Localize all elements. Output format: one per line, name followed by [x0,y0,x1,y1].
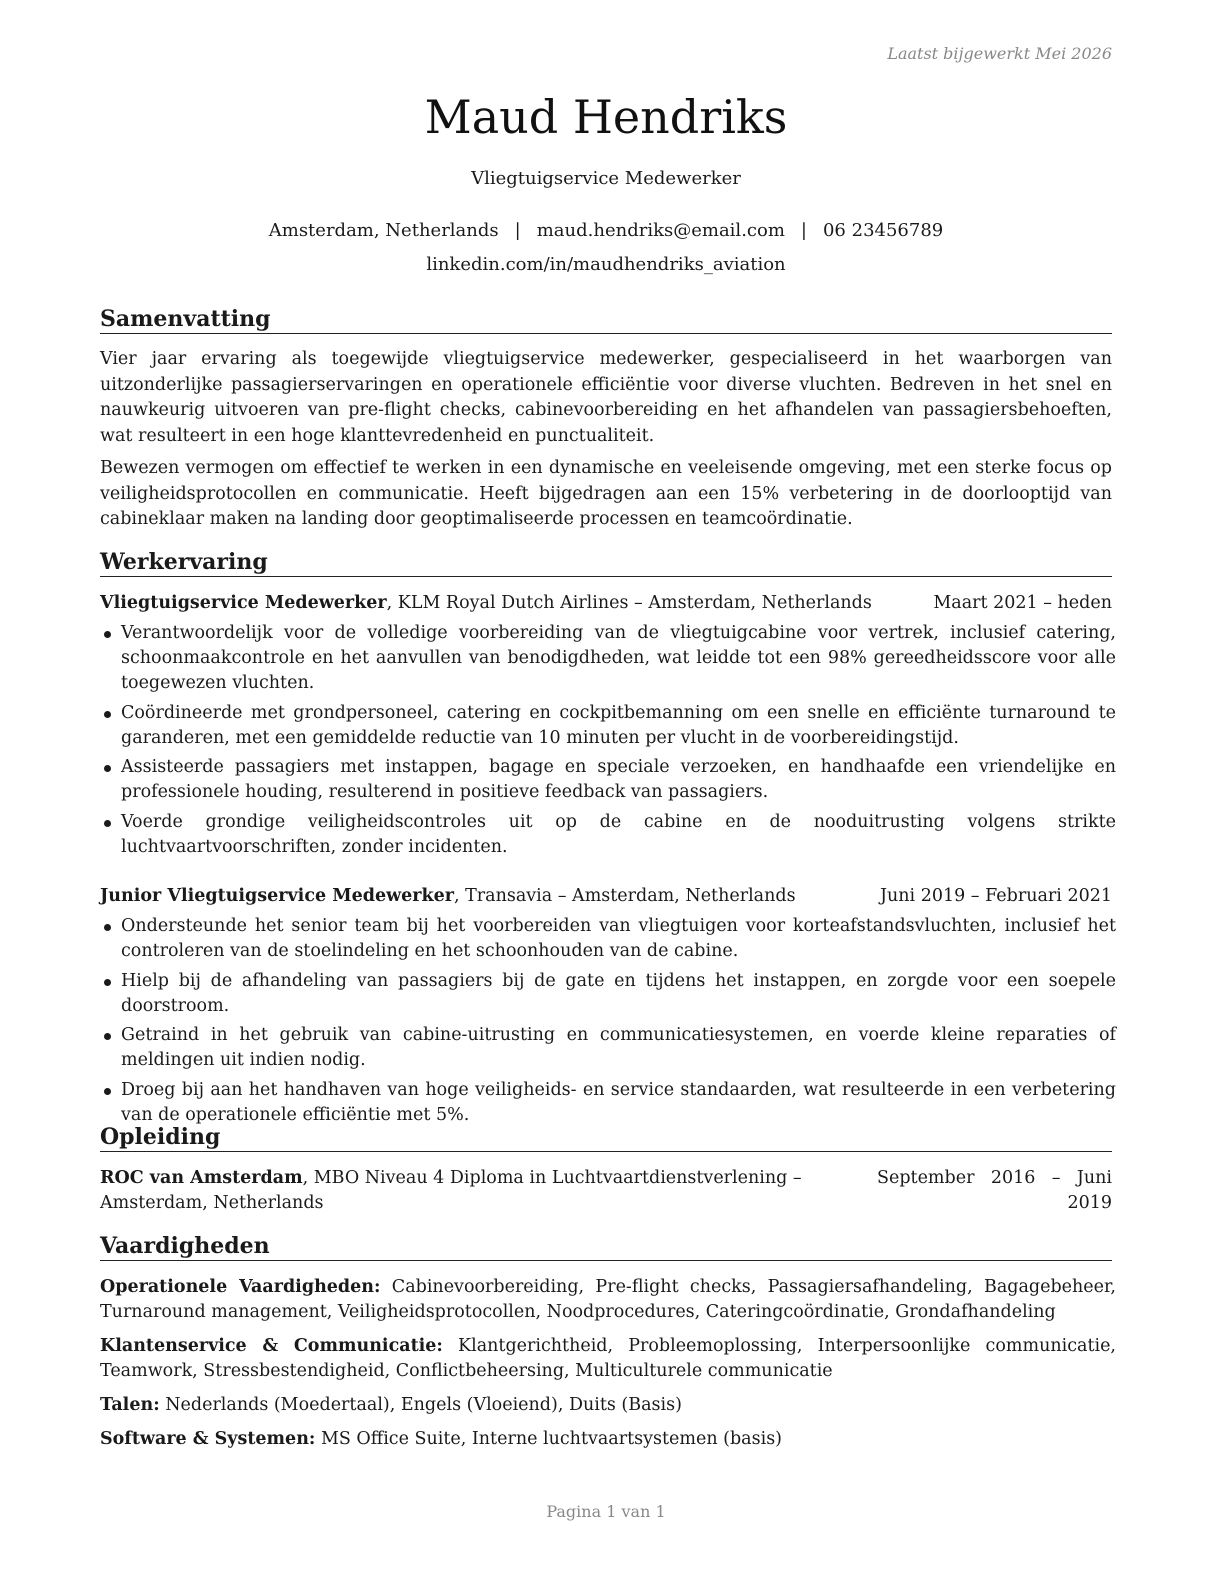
contact-linkedin[interactable]: linkedin.com/in/maudhendriks_aviation [426,254,786,275]
section-heading-summary: Samenvatting [100,306,1112,334]
page-number: Pagina 1 van 1 [546,1502,666,1521]
contact-phone: 06 23456789 [822,220,944,241]
job-bullets [100,621,1116,864]
list-item: Voerde grondige veiligheidscontroles uit op de cabine en de nooduitrusting volgens strikte luchtvaartvoorschriften, zonder incidenten. [100,810,1116,860]
summary-paragraph: Vier jaar ervaring als toegewijde vliegtuigservice medewerker, gespecialiseerd in het waarborgen van uitzonderlijke passagierservaringen en operationele efficiëntie voor diverse vluchten. Bedreven in het snel en nauwkeurig uitvoeren van pre-flight checks, cabinevoorbereiding en het afhandelen van passagiersbehoeften, wat resulteert in een hoge klanttevredenheid en punctualiteit. [100,349,1112,446]
contact-email[interactable]: maud.hendriks@email.com [536,220,785,241]
list-item: Coördineerde met grondpersoneel, catering en cockpitbemanning om een snelle en efficiënte turnaround te garanderen, met een gemiddelde reductie van 10 minuten per vlucht in de voorbereidingstijd. [100,701,1116,751]
job-header [100,884,1112,909]
education-detail [100,1166,875,1216]
skill-group [100,1427,1116,1452]
job-date: Juni 2019 – Februari 2021 [879,886,1112,906]
job-organization: , KLM Royal Dutch Airlines – Amsterdam, Netherlands [386,593,872,613]
skill-text: MS Office Suite, Interne luchtvaartsystemen (basis) [315,1429,782,1449]
education-program: , MBO Niveau 4 Diploma in Luchtvaartdienstverlening – Amsterdam, Netherlands [100,1168,802,1213]
job-title: Junior Vliegtuigservice Medewerker [100,886,454,906]
skill-label: Software & Systemen: [100,1429,316,1449]
education-date: September 2016 – Juni 2019 [877,1168,1112,1213]
resume-page [100,0,1116,1584]
section-heading-skills: Vaardigheden [100,1233,1112,1261]
skill-text: Cabinevoorbereiding, Pre-flight checks, Passagiersafhandeling, Bagagebeheer, Turnaround management, Veiligheidsprotocollen, Noodprocedures, Cateringcoördinatie, Grondafhandeling [100,1277,1116,1322]
contact-separator: | [800,220,807,241]
section-heading-education: Opleiding [100,1124,1112,1152]
job-date: Maart 2021 – heden [933,593,1112,613]
job-organization: , Transavia – Amsterdam, Netherlands [453,886,796,906]
education-school: ROC van Amsterdam [100,1168,303,1188]
list-item: Hielp bij de afhandeling van passagiers bij de gate en tijdens het instappen, en zorgde voor een soepele doorstroom. [100,969,1116,1019]
summary-paragraph: Bewezen vermogen om effectief te werken in een dynamische en veeleisende omgeving, met een sterke focus op veiligheidsprotocollen en communicatie. Heeft bijgedragen aan een 15% verbetering in de doorlooptijd van cabineklaar maken na landing door geoptimaliseerde processen en teamcoördinatie. [100,458,1112,529]
skill-text: Klantgerichtheid, Probleemoplossing, Interpersoonlijke communicatie, Teamwork, Stressbestendigheid, Conflictbeheersing, Multiculturele communicatie [100,1336,1116,1381]
list-item: Assisteerde passagiers met instappen, bagage en speciale verzoeken, en handhaafde een vriendelijke en professionele houding, resulterend in positieve feedback van passagiers. [100,755,1116,805]
job-bullets [100,914,1116,1132]
list-item: Droeg bij aan het handhaven van hoge veiligheids- en service standaarden, wat resulteerde in een verbetering van de operationele efficiëntie met 5%. [100,1078,1116,1128]
skill-label: Operationele Vaardigheden: [100,1277,381,1297]
candidate-role: Vliegtuigservice Medewerker [471,168,741,189]
contact-line [100,219,1112,243]
job-title: Vliegtuigservice Medewerker [100,593,387,613]
skill-group [100,1334,1116,1384]
section-heading-experience: Werkervaring [100,549,1112,577]
list-item: Verantwoordelijk voor de volledige voorbereiding van de vliegtuigcabine voor vertrek, inclusief catering, schoonmaakcontrole en het aanvullen van benodigdheden, wat leidde tot een 98% gereedheidsscore voor alle toegewezen vluchten. [100,621,1116,696]
contact-separator: | [514,220,521,241]
contact-location: Amsterdam, Netherlands [268,220,499,241]
last-updated: Laatst bijgewerkt Mei 2026 [887,44,1112,63]
list-item: Getraind in het gebruik van cabine-uitrusting en communicatiesystemen, en voerde kleine reparaties of meldingen uit indien nodig. [100,1023,1116,1073]
job-header [100,591,1112,616]
list-item: Ondersteunde het senior team bij het voorbereiden van vliegtuigen voor korteafstandsvluchten, inclusief het controleren van de stoelindeling en het schoonhouden van de cabine. [100,914,1116,964]
skill-group [100,1275,1116,1325]
skill-group [100,1393,1116,1418]
skill-label: Klantenservice & Communicatie: [100,1336,443,1356]
skill-label: Talen: [100,1395,160,1415]
skill-text: Nederlands (Moedertaal), Engels (Vloeiend), Duits (Basis) [159,1395,682,1415]
candidate-name: Maud Hendriks [424,90,788,144]
